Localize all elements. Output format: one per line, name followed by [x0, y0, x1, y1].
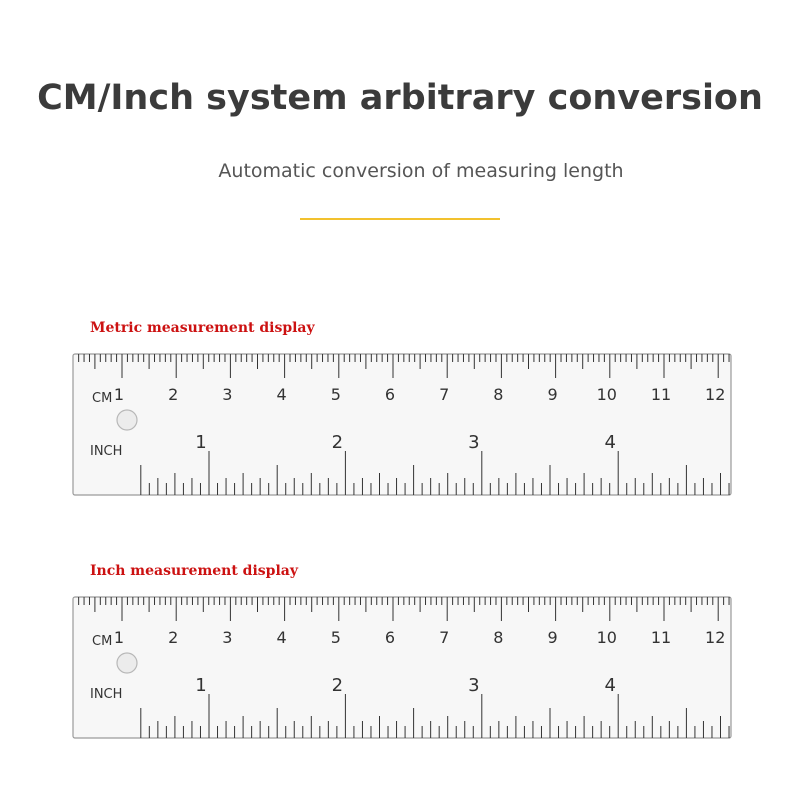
ruler-graphic [72, 352, 732, 497]
ruler-hole [117, 653, 137, 673]
cm-number: 7 [439, 628, 450, 647]
cm-number: 3 [222, 385, 233, 404]
inch-number: 2 [331, 675, 344, 696]
metric-ruler-image [72, 352, 732, 497]
inch-number: 1 [195, 432, 207, 453]
inch-ruler-image [72, 595, 732, 740]
cm-number: 3 [222, 628, 233, 647]
cm-number: 5 [330, 628, 341, 647]
cm-unit-label: CM [92, 391, 113, 406]
cm-number: 9 [547, 628, 558, 647]
cm-number: 11 [650, 628, 672, 647]
cm-number: 1 [113, 628, 125, 647]
cm-number: 2 [168, 385, 179, 404]
cm-number: 5 [330, 385, 341, 404]
cm-number: 6 [384, 628, 396, 647]
inch-number: 3 [468, 675, 480, 696]
inch-unit-label: INCH [90, 687, 123, 702]
cm-number: 8 [493, 385, 504, 404]
inch-unit-label: INCH [90, 444, 123, 459]
cm-number: 1 [113, 385, 125, 404]
inch-number: 1 [195, 675, 207, 696]
cm-number: 12 [705, 385, 726, 404]
ruler-body [73, 354, 731, 495]
cm-number: 8 [493, 628, 504, 647]
inch-number: 2 [331, 432, 344, 453]
metric-section-label: Metric measurement display [90, 320, 315, 336]
inch-number: 4 [604, 675, 616, 696]
cm-number: 12 [705, 628, 726, 647]
cm-number: 10 [596, 628, 617, 647]
page-subtitle: Automatic conversion of measuring length [218, 160, 624, 182]
cm-number: 7 [439, 385, 450, 404]
cm-number: 9 [547, 385, 558, 404]
cm-number: 6 [384, 385, 396, 404]
cm-number: 2 [168, 628, 179, 647]
inch-number: 3 [468, 432, 480, 453]
cm-unit-label: CM [92, 634, 113, 649]
accent-divider [300, 218, 500, 220]
cm-number: 11 [650, 385, 672, 404]
inch-number: 4 [604, 432, 616, 453]
ruler-graphic [72, 595, 732, 740]
ruler-body [73, 597, 731, 738]
page-title: CM/Inch system arbitrary conversion [37, 78, 763, 118]
ruler-hole [117, 410, 137, 430]
cm-number: 4 [276, 385, 287, 404]
cm-number: 4 [276, 628, 287, 647]
cm-number: 10 [596, 385, 617, 404]
inch-section-label: Inch measurement display [90, 563, 298, 579]
